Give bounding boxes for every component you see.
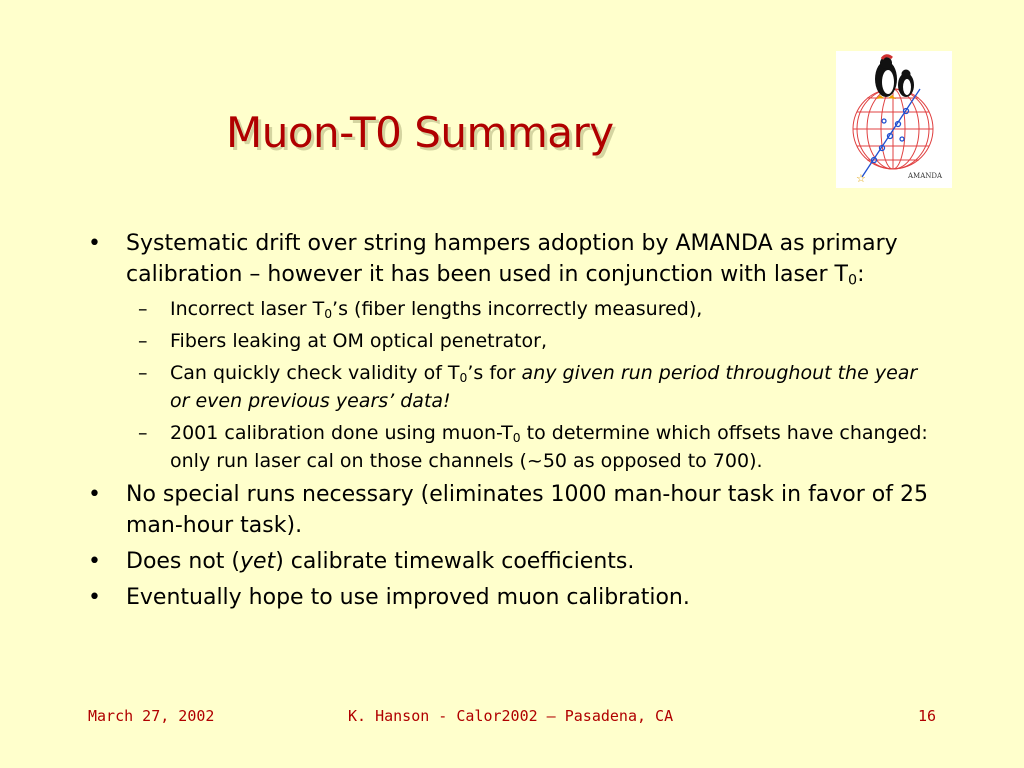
- bullet-1: • Systematic drift over string hampers adoption by AMANDA as primary calibration – however it has been used in conjunction with laser $T_0$:: [88, 228, 938, 290]
- logo-caption: AMANDA: [908, 172, 943, 180]
- bullet-mark: •: [88, 482, 101, 507]
- bullet-4: • Eventually hope to use improved muon calibration.: [88, 582, 938, 613]
- slide-title: Muon-T0 Summary: [226, 108, 614, 157]
- bullet-2: • No special runs necessary (eliminates 1000 man-hour task in favor of 25 man-hour task).: [88, 479, 938, 541]
- svg-text:☆: ☆: [856, 172, 866, 185]
- page-number: 16: [918, 707, 937, 725]
- footer-date: March 27, 2002: [88, 707, 215, 725]
- bullet-3: • Does not (yet) calibrate timewalk coefficients.: [88, 546, 938, 577]
- subbullet-2: – Fibers leaking at OM optical penetrator,: [88, 327, 938, 355]
- dash-mark: –: [138, 330, 148, 352]
- subbullet-4: – 2001 calibration done using muon-$T_0$ to determine which offsets have changed: only run laser cal on those channels (~50 as opposed to 700).: [88, 419, 938, 475]
- subbullet-1: – Incorrect laser $T_0’s$ (fiber lengths incorrectly measured),: [88, 295, 938, 323]
- dash-mark: –: [138, 298, 148, 320]
- subbullet-3: – Can quickly check validity of $T_0’s$ for any given run period throughout the year or even previous years’ data!: [88, 359, 938, 415]
- footer-author: K. Hanson - Calor2002 – Pasadena, CA: [348, 707, 674, 725]
- bullet-mark: •: [88, 585, 101, 610]
- bullet-mark: •: [88, 231, 101, 256]
- dash-mark: –: [138, 422, 148, 444]
- slide-body: [88, 228, 938, 618]
- amanda-logo: [836, 51, 952, 188]
- bullet-mark: •: [88, 549, 101, 574]
- dash-mark: –: [138, 362, 148, 384]
